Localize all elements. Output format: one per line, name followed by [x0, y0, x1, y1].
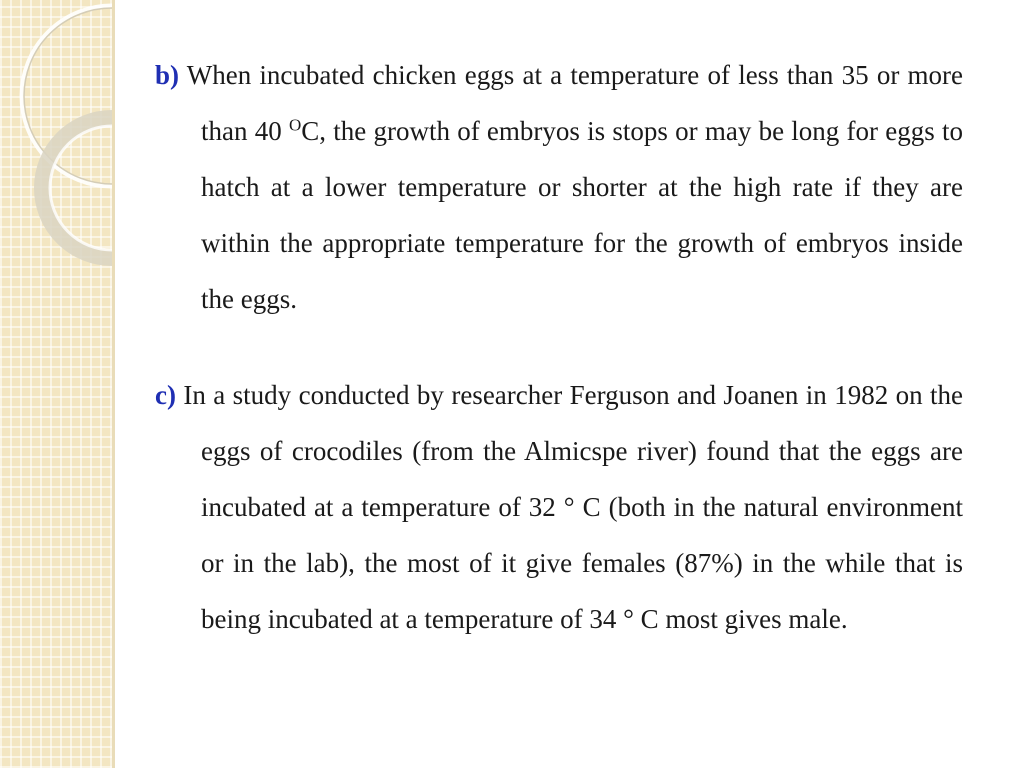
- paragraph-text: In a study conducted by researcher Ferguson and Joanen in 1982 on the eggs of crocodiles (from the Almicspe river) found that the eggs are incubated at a temperature of 32 ° C (both in the natural environment or in the lab), the most of it give females (87%) in the while that is being incubated at a temperature of 34 ° C most gives male.: [183, 380, 964, 634]
- paragraph-marker: b): [155, 60, 180, 90]
- decorative-side-panel: [0, 0, 112, 768]
- decorative-circles-icon: [0, 0, 112, 768]
- slide-content: [155, 47, 963, 647]
- paragraph-marker: c): [155, 380, 176, 410]
- paragraph-text: When incubated chicken eggs at a temperature of less than 35 or more than 40: [186, 60, 964, 146]
- paragraph-text-continued: C, the growth of embryos is stops or may be long for eggs to hatch at a lower temperature or shorter at the high rate if they are within the appropriate temperature for the growth of embryos inside the eggs.: [201, 116, 963, 314]
- degree-superscript: O: [288, 115, 302, 135]
- paragraph-c: [155, 367, 963, 647]
- side-panel-edge: [112, 0, 115, 768]
- paragraph-b: [155, 47, 963, 327]
